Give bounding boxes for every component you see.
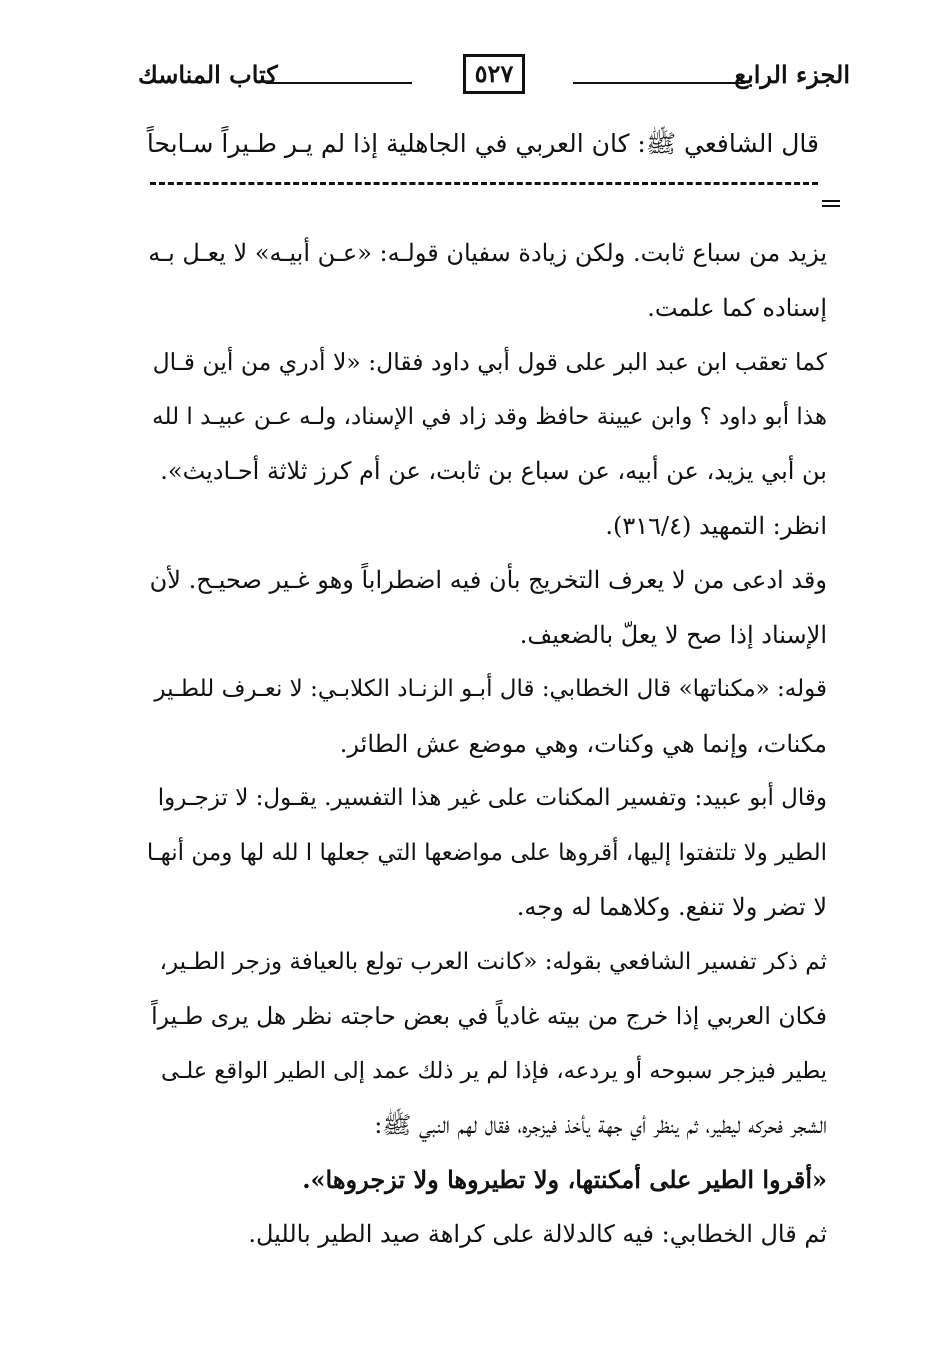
text-line: ثم قال الخطابي: فيه كالدلالة على كراهة صيد الطير بالليل. [248,1220,827,1248]
text-line: ثم ذكر تفسير الشافعي بقوله: «كانت العرب تولع بالعيافة وزجر الطـير، [159,948,827,975]
text-line: وقال أبو عبيد: وتفسير المكنات على غير هذا التفسير. يقـول: لا تزجـروا [157,785,827,811]
text-line: فكان العربي إذا خرج من بيته غادياً في بعض حاجته نظر هل يرى طـيراً [151,1002,827,1030]
book-title: كتاب المناسك [138,60,278,89]
text-line: يطير فيزجر سبوحه أو يردعه، فإذا لم ير ذلك عمد إلى الطير الواقع علـى [160,1057,827,1084]
text-line: لا تضر ولا تنفع. وكلاهما له وجه. [516,893,827,921]
footnote-continuation: قال الشافعي ﷺ: كان العربي في الجاهلية إذا لم يـر طـيراً سـابحاً [146,129,819,158]
text-line: الشجر فحركه ليطير، ثم ينظر أي جهة يأخذ فيزجره، فقال لهم النبي ﷺ: [374,1111,827,1139]
text-line: مكنات، وإنما هي وكنات، وهي موضع عش الطائر. [339,729,827,758]
header-rule [573,82,745,84]
dashed-separator [150,182,818,185]
hadith-quote-line: «أقروا الطير على أمكنتها، ولا تطيروها ولا تزجروها». [302,1164,827,1194]
text-line: يزيد من سباع ثابت. ولكن زيادة سفيان قولـه: «عـن أبيـه» لا يعـل بـه [148,239,827,267]
text-line: الإسناد إذا صح لا يعلّ بالضعيف. [519,620,827,649]
body-text [147,226,827,1262]
page-number: ٥٢٧ [463,54,525,94]
text-line: انظر: التمهيد (٣١٦/٤). [605,511,827,540]
page-header [138,52,850,102]
part-title: الجزء الرابع [734,60,850,89]
separator-mark [822,200,840,210]
text-line: إسناده كما علمت. [647,293,827,322]
text-line: كما تعقب ابن عبد البر على قول أبي داود فقال: «لا أدري من أين قـال [152,348,827,376]
text-line: بن أبي يزيد، عن أبيه، عن سباع بن ثابت، عن أم كرز ثلاثة أحـاديث». [160,457,827,485]
header-rule [266,82,412,84]
text-line: قوله: «مكناتها» قال الخطابي: قال أبـو الزنـاد الكلابـي: لا نعـرف للطـير [154,676,827,702]
text-line: هذا أبو داود ؟ وابن عيينة حافظ وقد زاد في الإسناد، ولـه عـن عبيـد ا لله [152,403,827,430]
text-line: وقد ادعى من لا يعرف التخريج بأن فيه اضطراباً وهو غـير صحيـح. لأن [149,566,827,594]
text-line: الطير ولا تلتفتوا إليها، أقروها على مواضعها التي جعلها ا لله لها ومن أنهـا [146,839,827,866]
